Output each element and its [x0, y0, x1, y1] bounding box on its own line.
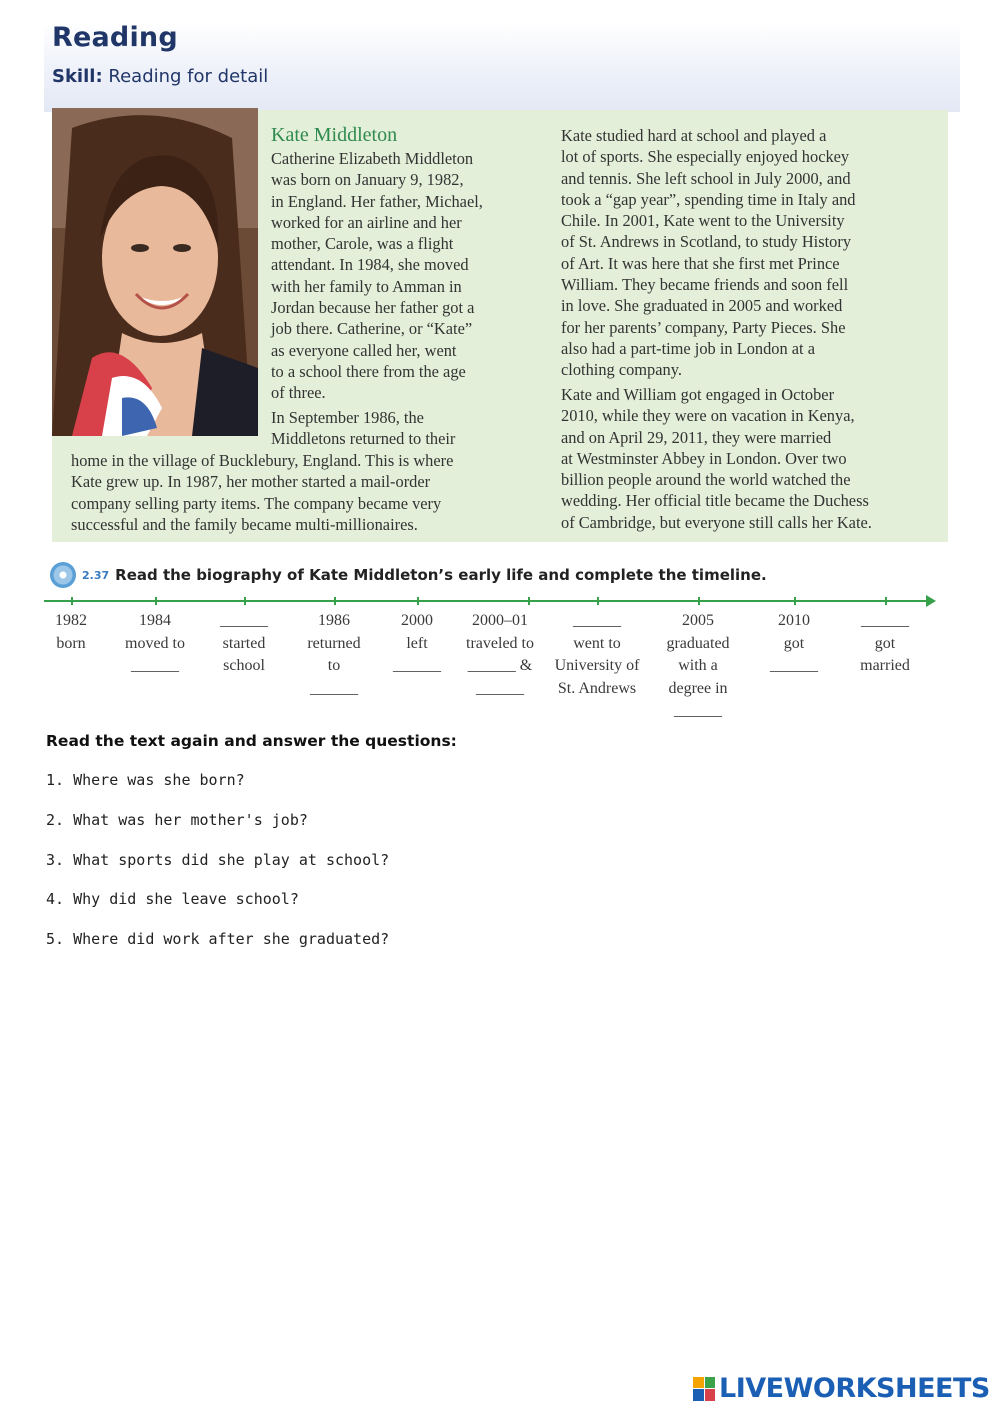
liveworksheets-logo-icon	[693, 1377, 715, 1401]
text-line: billion people around the world watched the	[561, 470, 851, 490]
timeline-tick	[597, 597, 599, 605]
text-line: Chile. In 2001, Kate went to the University	[561, 211, 845, 231]
text-line: lot of sports. She especially enjoyed hockey	[561, 147, 850, 167]
timeline-entry	[125, 610, 185, 678]
timeline-label: left	[406, 634, 428, 652]
audio-cd-icon[interactable]	[50, 562, 76, 588]
article-title: Kate Middleton	[271, 124, 398, 146]
timeline-blank[interactable]: ______ &	[467, 657, 533, 674]
timeline-blank[interactable]: ______	[673, 702, 722, 719]
text-line: mother, Carole, was a flight	[271, 234, 454, 254]
timeline-entry	[220, 610, 268, 678]
page-title: Reading	[52, 22, 178, 53]
task-text: Read the biography of Kate Middleton’s early life and complete the timeline.	[115, 566, 767, 584]
timeline-label: 1982	[55, 612, 87, 629]
text-line: successful and the family became multi-millionaires.	[71, 514, 418, 534]
timeline-label: 1984	[139, 612, 171, 629]
task-instruction	[50, 562, 767, 588]
timeline-label: got	[783, 634, 805, 652]
timeline-entry	[307, 610, 360, 700]
timeline-tick	[155, 597, 157, 605]
timeline-tick	[885, 597, 887, 605]
timeline-arrow-icon	[926, 595, 936, 607]
skill-text: Reading for detail	[108, 66, 269, 87]
timeline-blank[interactable]: ______	[770, 657, 818, 674]
text-line: and tennis. She left school in July 2000, and	[561, 168, 851, 188]
timeline-blank[interactable]: ______	[393, 657, 441, 674]
timeline-label: University of	[554, 657, 640, 674]
text-line: also had a part-time job in London at a	[561, 338, 815, 358]
brand-name: LIVEWORKSHEETS	[719, 1373, 990, 1404]
track-number: 2.37	[82, 568, 110, 582]
timeline-label: traveled to	[466, 634, 534, 652]
text-line: to a school there from the age	[271, 361, 466, 381]
text-line: Catherine Elizabeth Middleton	[271, 149, 474, 168]
skill-line	[52, 66, 268, 87]
timeline-label: moved to	[125, 634, 185, 652]
paragraph-3	[561, 125, 941, 381]
timeline-label: school	[223, 657, 265, 674]
question-item: 5. Where did work after she graduated?	[46, 930, 390, 948]
text-line: job there. Catherine, or “Kate”	[271, 319, 473, 339]
timeline-label: started	[222, 634, 266, 652]
timeline-tick	[244, 597, 246, 605]
text-line: of Cambridge, but everyone still calls her Kate.	[561, 512, 872, 532]
text-line: Middletons returned to their	[271, 429, 456, 449]
skill-label: Skill:	[52, 66, 103, 87]
timeline-entry	[770, 610, 818, 678]
text-line: Jordan because her father got a	[271, 298, 475, 318]
text-line: took a “gap year”, spending time in Italy and	[561, 189, 856, 209]
text-line: clothing company.	[561, 360, 682, 380]
timeline-entry	[55, 610, 87, 655]
text-line: company selling party items. The company became very	[71, 493, 442, 513]
timeline-tick	[698, 597, 700, 605]
paragraph-2-bottom	[71, 450, 541, 535]
text-line: in England. Her father, Michael,	[271, 191, 483, 211]
text-line: worked for an airline and her	[271, 212, 462, 232]
question-item: 1. Where was she born?	[46, 771, 245, 789]
text-line: In September 1986, the	[271, 408, 424, 427]
timeline-entry	[666, 610, 729, 723]
timeline-label: born	[56, 634, 86, 652]
timeline-tick	[417, 597, 419, 605]
text-line: home in the village of Bucklebury, England. This is where	[71, 451, 454, 470]
timeline-blank[interactable]: ______	[573, 612, 621, 629]
text-line: and on April 29, 2011, they were married	[561, 427, 832, 447]
timeline-label: 1986	[318, 612, 350, 629]
paragraph-2-top	[271, 407, 533, 450]
question-item: 2. What was her mother's job?	[46, 811, 308, 829]
text-line: wedding. Her official title became the Duchess	[561, 491, 869, 511]
timeline-tick	[71, 597, 73, 605]
timeline-label: 2010	[778, 612, 810, 629]
timeline-label: St. Andrews	[557, 679, 637, 697]
question-item: 4. Why did she leave school?	[46, 890, 299, 908]
timeline-label: to	[327, 657, 341, 674]
timeline-blank[interactable]: ______	[220, 612, 268, 629]
text-line: Kate and William got engaged in October	[561, 385, 835, 404]
text-line: in love. She graduated in 2005 and worked	[561, 296, 843, 316]
timeline-entry	[860, 610, 910, 678]
text-line: 2010, while they were on vacation in Kenya,	[561, 406, 855, 426]
text-line: Kate grew up. In 1987, her mother started a mail-order	[71, 472, 431, 492]
timeline-blank[interactable]: ______	[861, 612, 909, 629]
timeline-blank[interactable]: ______	[131, 657, 179, 674]
paragraph-1	[271, 148, 533, 404]
questions-heading: Read the text again and answer the questions:	[46, 732, 457, 750]
portrait-photo	[52, 108, 258, 436]
paragraph-4	[561, 384, 941, 533]
text-line: was born on January 9, 1982,	[271, 170, 464, 190]
timeline-label: degree in	[668, 679, 728, 697]
timeline-entry	[393, 610, 441, 678]
timeline-tick	[794, 597, 796, 605]
text-line: at Westminster Abbey in London. Over two	[561, 448, 847, 468]
text-line: attendant. In 1984, she moved	[271, 255, 469, 275]
timeline-label: 2000	[401, 612, 433, 629]
text-line: William. They became friends and soon fell	[561, 275, 849, 295]
timeline-label: returned	[307, 634, 361, 652]
timeline-label: 2000–01	[472, 612, 528, 629]
text-line: with her family to Amman in	[271, 276, 462, 296]
text-line: of three.	[271, 383, 326, 403]
text-line: for her parents’ company, Party Pieces. She	[561, 317, 846, 337]
text-line: Kate studied hard at school and played a	[561, 126, 827, 145]
text-line: of St. Andrews in Scotland, to study History	[561, 232, 852, 252]
timeline-tick	[334, 597, 336, 605]
timeline-entry	[466, 610, 534, 700]
timeline-blank[interactable]: ______	[476, 679, 524, 697]
timeline-label: 2005	[681, 612, 714, 629]
question-item: 3. What sports did she play at school?	[46, 851, 390, 869]
timeline-label: with a	[678, 657, 718, 674]
timeline-entry	[555, 610, 640, 700]
timeline-label: married	[860, 657, 910, 674]
brand	[693, 1373, 990, 1404]
timeline-tick	[528, 597, 530, 605]
text-line: as everyone called her, went	[271, 340, 457, 360]
timeline-label: graduated	[666, 634, 730, 652]
timeline-blank[interactable]: ______	[310, 679, 358, 697]
timeline-label: got	[874, 634, 896, 652]
timeline-label: went to	[573, 634, 621, 652]
text-line: of Art. It was here that she first met Prince	[561, 253, 840, 273]
